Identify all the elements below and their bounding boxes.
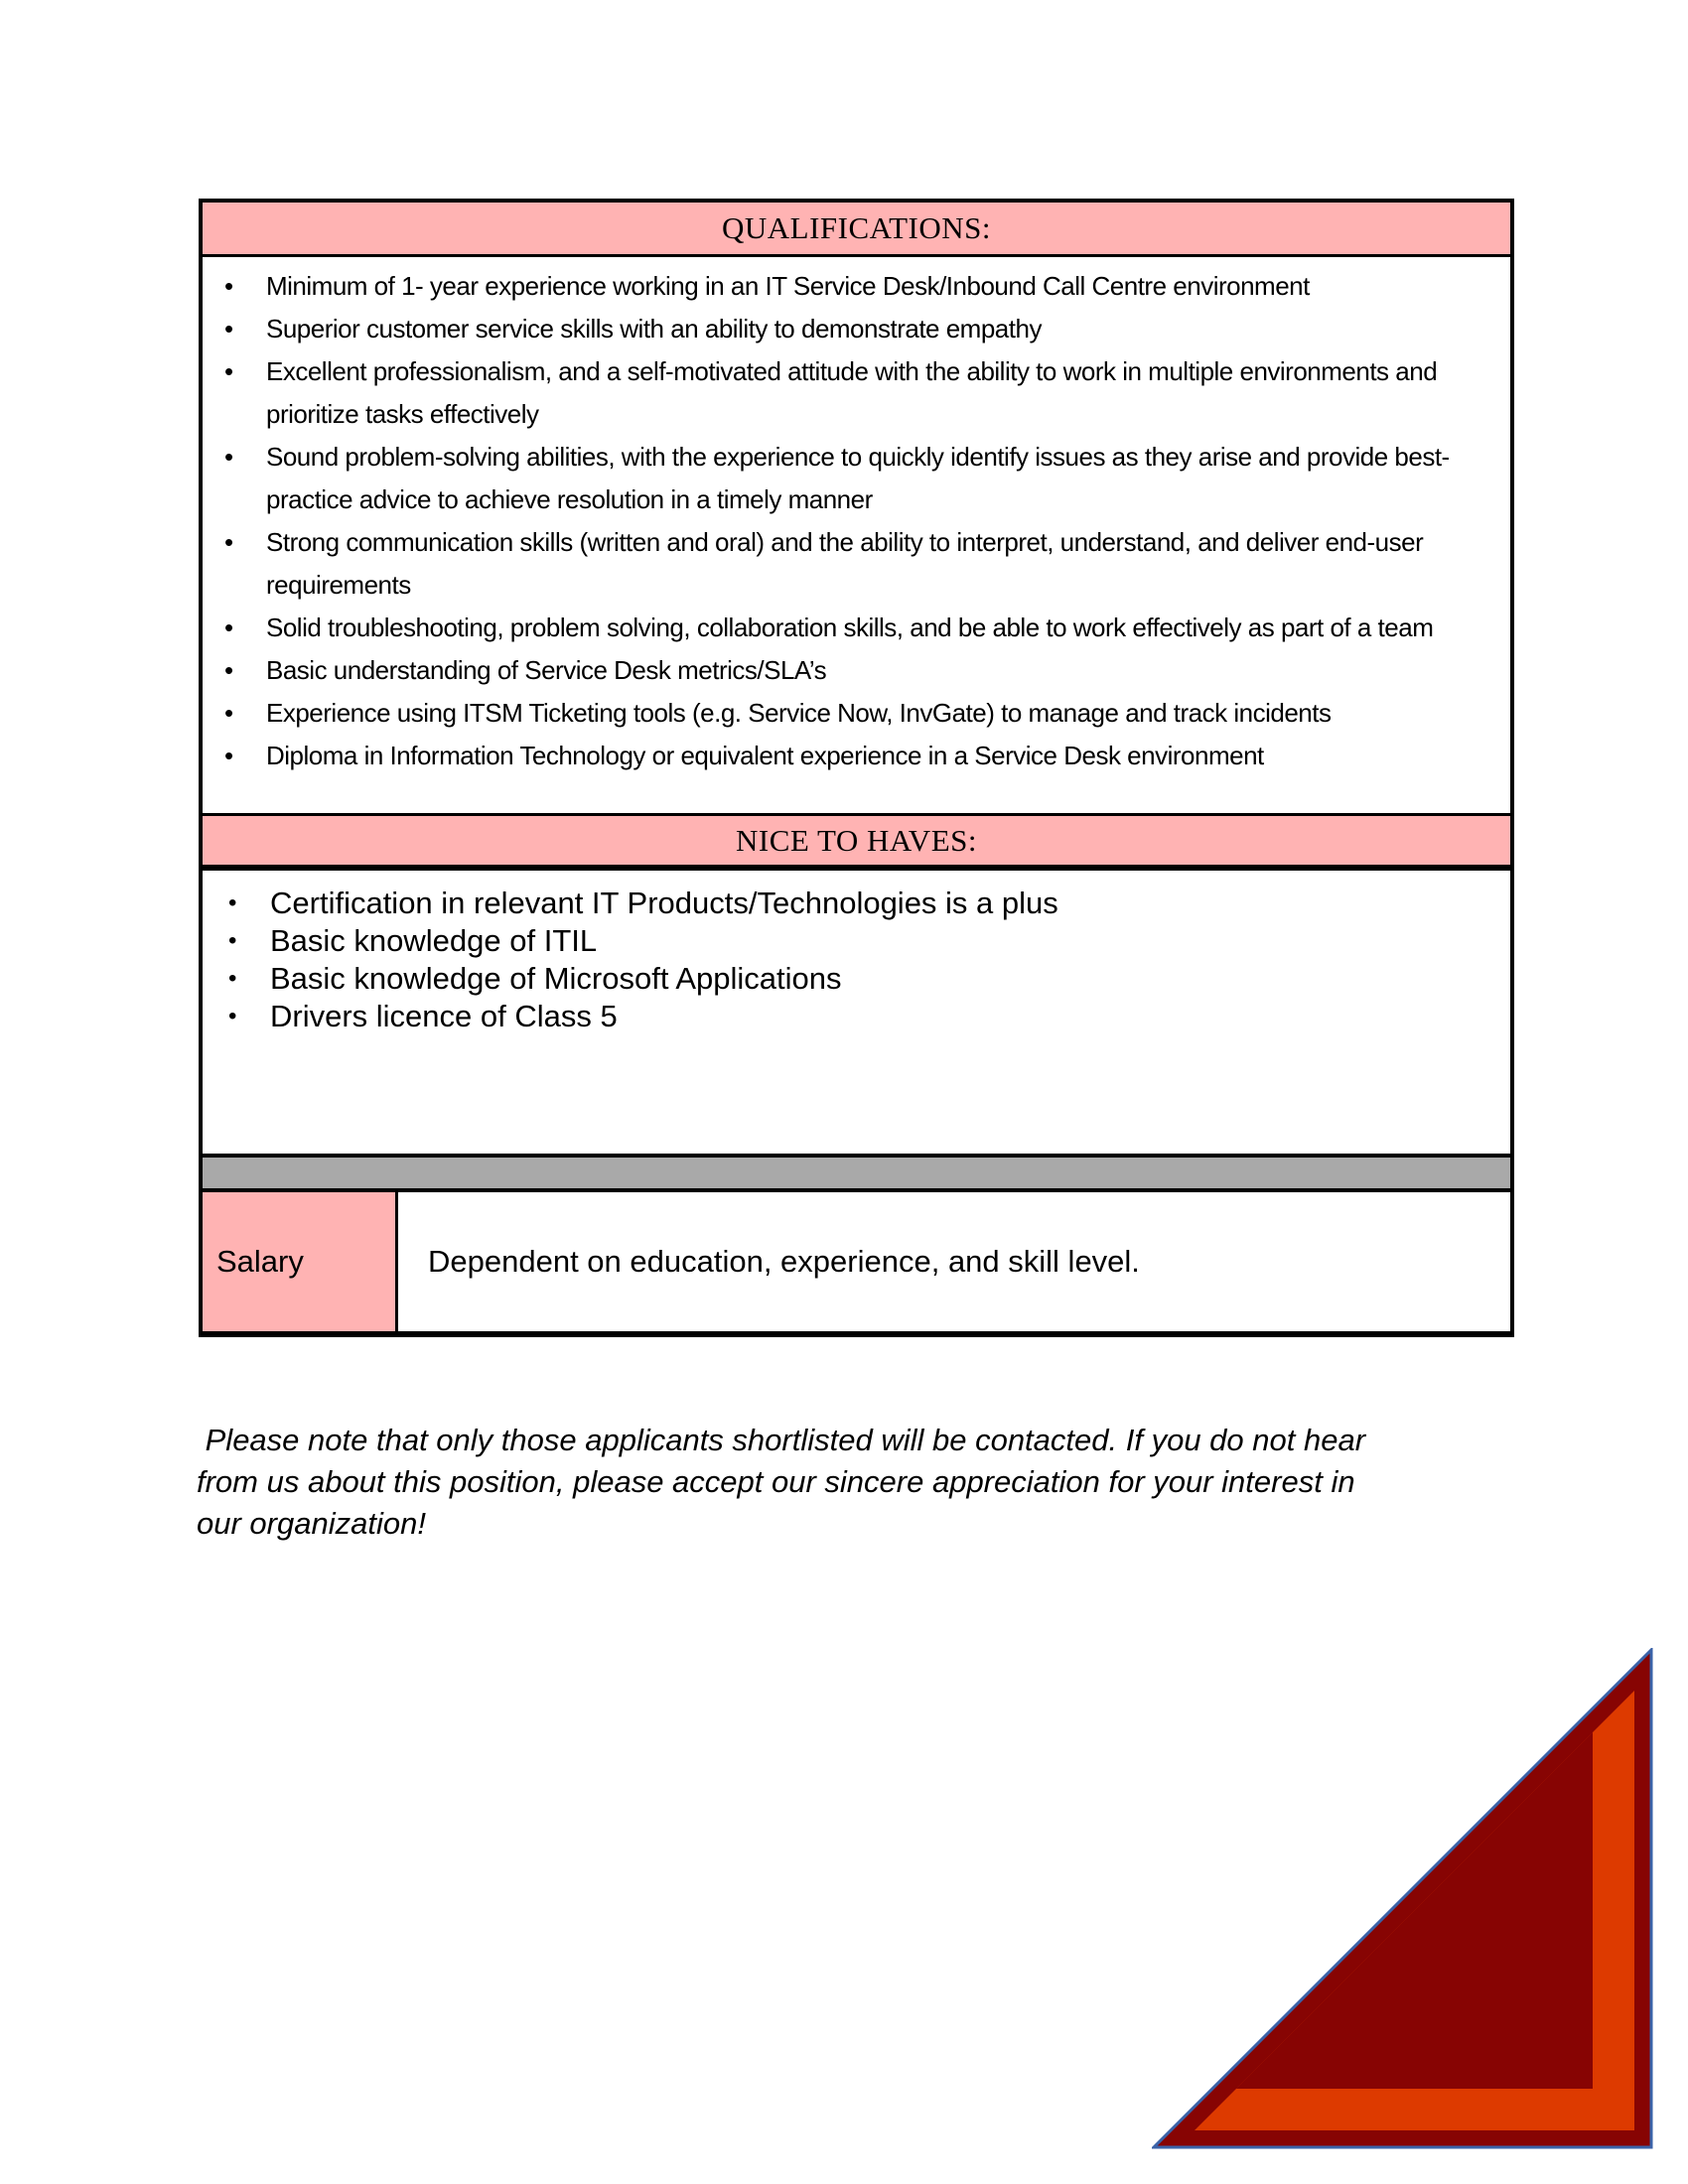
bullet-icon: • (228, 889, 237, 916)
nice-to-haves-header (203, 813, 1510, 868)
bullet-icon: • (224, 741, 233, 770)
qualifications-header (203, 203, 1510, 257)
item-text: Sound problem-solving abilities, with the experience to quickly identify issues as they arise and provide best-practice advice to achieve resolution in a timely manner (266, 442, 1450, 514)
bullet-icon: • (224, 698, 233, 728)
corner-triangle-decoration (1152, 1648, 1653, 2149)
nice-to-haves-list (228, 885, 1488, 1035)
item-text: Experience using ITSM Ticketing tools (e.g. Service Now, InvGate) to manage and track incidents (266, 698, 1332, 728)
list-item (224, 735, 1488, 777)
list-item (224, 521, 1488, 607)
bullet-icon: • (228, 965, 237, 992)
bullet-icon: • (224, 271, 233, 301)
list-item (224, 692, 1488, 735)
nice-to-haves-section (203, 868, 1510, 1154)
item-text: Excellent professionalism, and a self-motivated attitude with the ability to work in multiple environments and prioritize tasks effectively (266, 356, 1438, 429)
note-line: Please note that only those applicants shortlisted will be contacted. If you do not hear (197, 1423, 1366, 1457)
list-item (224, 308, 1488, 350)
bullet-icon: • (224, 613, 233, 642)
list-item (224, 649, 1488, 692)
bullet-icon: • (224, 655, 233, 685)
job-posting-table (199, 199, 1514, 1337)
salary-label-cell (203, 1192, 398, 1331)
list-item (224, 350, 1488, 436)
item-text: Solid troubleshooting, problem solving, collaboration skills, and be able to work effectively as part of a team (266, 613, 1434, 642)
item-text: Basic understanding of Service Desk metrics/SLA’s (266, 655, 827, 685)
qualifications-title: QUALIFICATIONS: (722, 210, 991, 245)
item-text: Diploma in Information Technology or equivalent experience in a Service Desk environment (266, 741, 1264, 770)
list-item (224, 436, 1488, 521)
bullet-icon: • (224, 356, 233, 386)
list-item (228, 885, 1488, 922)
nice-to-haves-title: NICE TO HAVES: (736, 822, 977, 858)
item-text: Superior customer service skills with an ability to demonstrate empathy (266, 314, 1042, 343)
list-item (228, 960, 1488, 998)
bullet-icon: • (228, 927, 237, 954)
note-line: from us about this position, please accept our sincere appreciation for your interest in (197, 1464, 1355, 1499)
salary-value-cell (398, 1192, 1510, 1331)
salary-label: Salary (216, 1244, 304, 1279)
qualifications-section (203, 257, 1510, 813)
list-item (228, 998, 1488, 1035)
bullet-icon: • (228, 1003, 237, 1029)
bullet-icon: • (224, 314, 233, 343)
list-item (224, 607, 1488, 649)
note-line: our organization! (197, 1506, 426, 1541)
item-text: Basic knowledge of Microsoft Applications (270, 961, 842, 996)
item-text: Drivers licence of Class 5 (270, 999, 618, 1033)
item-text: Strong communication skills (written and oral) and the ability to interpret, understand, and deliver end-user requirements (266, 527, 1424, 600)
bullet-icon: • (224, 442, 233, 472)
list-item (228, 922, 1488, 960)
applicant-note (197, 1420, 1497, 1545)
item-text: Minimum of 1- year experience working in an IT Service Desk/Inbound Call Centre environment (266, 271, 1310, 301)
item-text: Certification in relevant IT Products/Technologies is a plus (270, 886, 1058, 920)
bullet-icon: • (224, 527, 233, 557)
salary-value: Dependent on education, experience, and skill level. (428, 1244, 1140, 1279)
gray-divider-bar (203, 1154, 1510, 1192)
list-item (224, 265, 1488, 308)
item-text: Basic knowledge of ITIL (270, 923, 598, 958)
qualifications-list (224, 265, 1488, 777)
salary-row (203, 1192, 1510, 1331)
